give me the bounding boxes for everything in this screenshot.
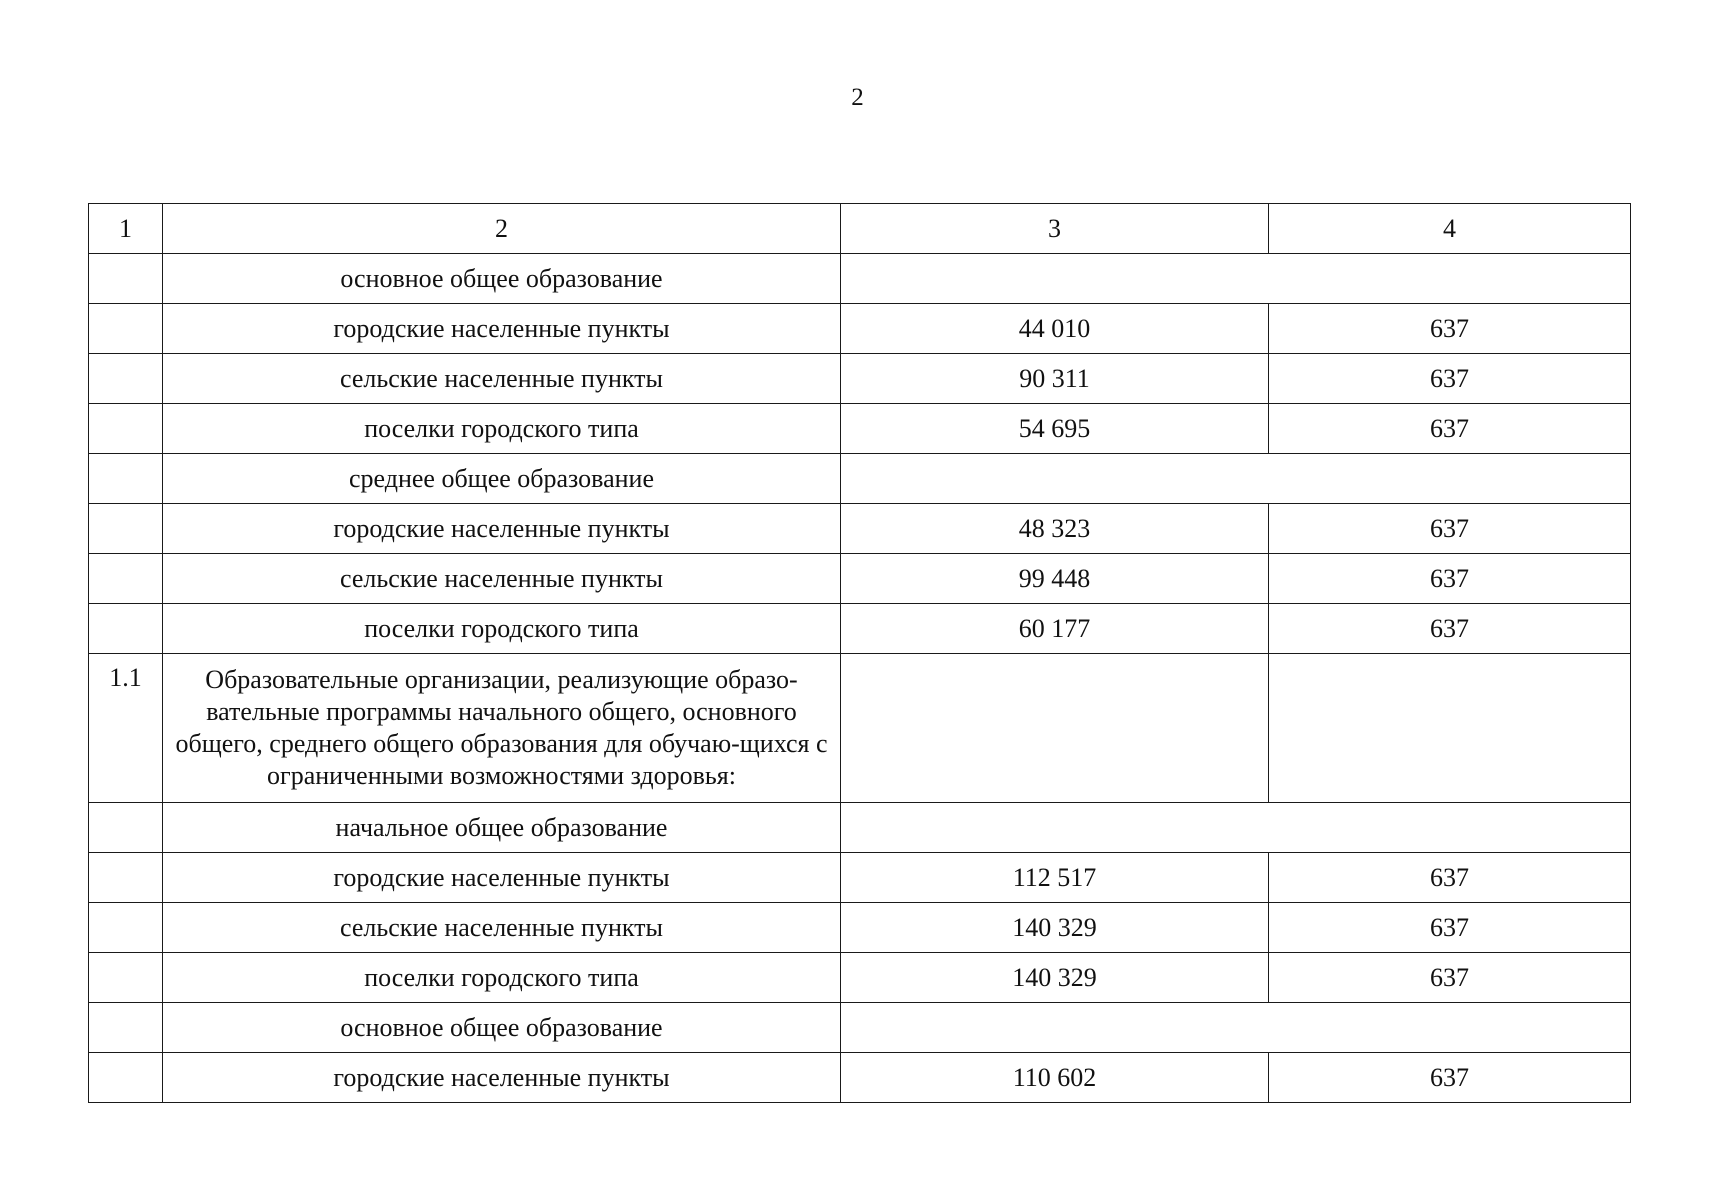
- row-label: поселки городского типа: [163, 953, 841, 1003]
- row-value: 140 329: [841, 903, 1269, 953]
- row-number: [89, 354, 163, 404]
- row-value-2: 637: [1269, 304, 1631, 354]
- table-row-section: [89, 1003, 1631, 1053]
- row-number: [89, 304, 163, 354]
- row-value: 110 602: [841, 1053, 1269, 1103]
- tariff-table: [88, 203, 1631, 1103]
- row-value: [841, 654, 1269, 803]
- page-number: 2: [851, 84, 864, 111]
- row-label: сельские населенные пункты: [163, 903, 841, 953]
- row-label: поселки городского типа: [163, 604, 841, 654]
- table-row: [89, 953, 1631, 1003]
- table-row: [89, 554, 1631, 604]
- row-number: [89, 504, 163, 554]
- section-label: начальное общее образование: [163, 803, 841, 853]
- row-label: городские населенные пункты: [163, 304, 841, 354]
- section-label: основное общее образование: [163, 1003, 841, 1053]
- row-value: 90 311: [841, 354, 1269, 404]
- table-row: [89, 304, 1631, 354]
- row-number: 1.1: [89, 654, 163, 803]
- row-label: городские населенные пункты: [163, 853, 841, 903]
- row-value: 60 177: [841, 604, 1269, 654]
- table-row: [89, 604, 1631, 654]
- table-row-heading: [89, 654, 1631, 803]
- row-value-2: 637: [1269, 604, 1631, 654]
- table-row: [89, 903, 1631, 953]
- row-number: [89, 1053, 163, 1103]
- row-label: поселки городского типа: [163, 404, 841, 454]
- table-row-section: [89, 254, 1631, 304]
- row-value: 140 329: [841, 953, 1269, 1003]
- empty-cell: [841, 1003, 1631, 1053]
- table-row-section: [89, 803, 1631, 853]
- row-value: 112 517: [841, 853, 1269, 903]
- table-row: [89, 1053, 1631, 1103]
- row-number: [89, 903, 163, 953]
- row-number: [89, 1003, 163, 1053]
- row-label: городские населенные пункты: [163, 1053, 841, 1103]
- table-row: [89, 504, 1631, 554]
- row-label: сельские населенные пункты: [163, 554, 841, 604]
- row-value: 44 010: [841, 304, 1269, 354]
- row-value-2: 637: [1269, 504, 1631, 554]
- row-number: [89, 454, 163, 504]
- heading-label: Образовательные организации, реализующие образо-вательные программы начального общего, основного общего, среднего общего образования для обучаю-щихся с ограниченными возможностями здоровья:: [163, 654, 841, 803]
- row-value-2: 637: [1269, 903, 1631, 953]
- row-value: 48 323: [841, 504, 1269, 554]
- row-value-2: 637: [1269, 404, 1631, 454]
- row-value-2: 637: [1269, 1053, 1631, 1103]
- row-value-2: 637: [1269, 554, 1631, 604]
- empty-cell: [841, 803, 1631, 853]
- table-header-row: [89, 204, 1631, 254]
- header-cell: 3: [841, 204, 1269, 254]
- table-row: [89, 404, 1631, 454]
- row-value: 54 695: [841, 404, 1269, 454]
- table-row-section: [89, 454, 1631, 504]
- row-number: [89, 803, 163, 853]
- row-label: городские населенные пункты: [163, 504, 841, 554]
- row-number: [89, 254, 163, 304]
- row-number: [89, 404, 163, 454]
- empty-cell: [841, 454, 1631, 504]
- row-number: [89, 853, 163, 903]
- row-label: сельские населенные пункты: [163, 354, 841, 404]
- row-value: 99 448: [841, 554, 1269, 604]
- row-number: [89, 604, 163, 654]
- table-row: [89, 354, 1631, 404]
- table-row: [89, 853, 1631, 903]
- row-value-2: 637: [1269, 853, 1631, 903]
- section-label: среднее общее образование: [163, 454, 841, 504]
- row-number: [89, 554, 163, 604]
- row-value-2: 637: [1269, 953, 1631, 1003]
- header-cell: 2: [163, 204, 841, 254]
- section-label: основное общее образование: [163, 254, 841, 304]
- row-value-2: [1269, 654, 1631, 803]
- header-cell: 4: [1269, 204, 1631, 254]
- row-number: [89, 953, 163, 1003]
- header-cell: 1: [89, 204, 163, 254]
- row-value-2: 637: [1269, 354, 1631, 404]
- empty-cell: [841, 254, 1631, 304]
